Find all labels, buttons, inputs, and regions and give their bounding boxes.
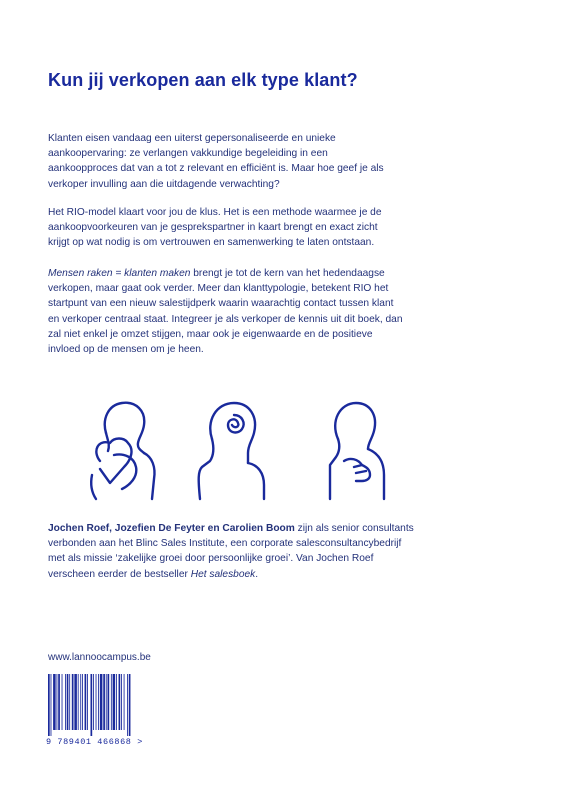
barcode-bar: [96, 674, 97, 730]
barcode-bar: [72, 674, 74, 730]
text-line: verbonden aan het Blinc Sales Institute, een corporate salesconsultancybedrijf: [48, 538, 402, 550]
barcode-bar: [129, 674, 131, 736]
text-line: [48, 567, 518, 582]
book-title-italic: Het salesboek: [190, 568, 256, 580]
barcode-bar: [65, 674, 66, 730]
spiral-mind-icon: [192, 395, 272, 501]
text-line: aankoopproces dat van a tot z relevant en efficiënt is. Maar hoe geef je als: [48, 163, 384, 175]
barcode-bar: [62, 674, 63, 730]
isbn-number: 9 789401 466868 >: [46, 737, 143, 747]
text-line: aankoopvoorkeuren van je gesprekspartner in kaart brengt en exact zicht: [48, 222, 378, 234]
barcode-bar: [48, 674, 50, 736]
barcode-bar: [121, 674, 122, 730]
authors-bio: [48, 521, 518, 582]
barcode-bar: [82, 674, 83, 730]
text-line: verkoper invulling aan die uitdagende verwachting?: [48, 178, 280, 190]
text-line: verkopen, maar gaat ook verder. Meer dan klanttypologie, betekent RIO het: [48, 283, 389, 295]
text-line: invloed op de mensen om je heen.: [48, 344, 204, 356]
text-line: aankoopervaring: ze verlangen vakkundige begeleiding in een: [48, 148, 328, 160]
book-paragraph: [48, 266, 518, 357]
barcode-bar: [67, 674, 69, 730]
text-line: en verkoper centraal staat. Integreer je als verkoper de kennis uit dit boek, dan: [48, 313, 403, 325]
barcode-bar: [103, 674, 105, 730]
barcode-bar: [85, 674, 87, 730]
barcode-bar: [91, 674, 93, 736]
hand-on-belly-icon: [322, 395, 392, 501]
barcode-bar: [80, 674, 81, 730]
page-title: Kun jij verkopen aan elk type klant?: [48, 70, 358, 90]
publisher-website[interactable]: www.lannoocampus.be: [48, 652, 151, 663]
text-fragment: verscheen eerder de bestseller: [48, 568, 191, 580]
barcode-bar: [116, 674, 117, 730]
barcode-bar: [87, 674, 88, 730]
text-line: [48, 266, 518, 281]
rio-model-paragraph: [48, 205, 518, 251]
barcode-bar: [119, 674, 121, 730]
text-fragment: zijn als senior consultants: [294, 523, 414, 534]
barcode-bar: [108, 674, 110, 730]
text-line: startpunt van een nieuw salestijdperk waarin waarachtig contact tussen klant: [48, 298, 394, 310]
barcode-bar: [124, 674, 125, 730]
text-fragment: .: [255, 568, 259, 580]
barcode-bar: [100, 674, 103, 730]
text-line: zal niet enkel je omzet stijgen, maar ook je eigenwaarde en de positieve: [48, 328, 373, 340]
barcode-bar: [57, 674, 58, 730]
text-line: Het RIO-model klaart voor jou de klus. Het is een methode waarmee je de: [48, 207, 382, 218]
icon-row: [0, 395, 561, 505]
barcode-bar: [58, 674, 60, 730]
isbn-barcode: [46, 674, 156, 736]
text-line: krijgt op wat nodig is om vertrouwen en samenwerking te laten ontstaan.: [48, 237, 375, 249]
barcode-bar: [111, 674, 112, 730]
text-line: Klanten eisen vandaag een uiterst gepersonaliseerde en unieke: [48, 133, 336, 144]
barcode-bar: [53, 674, 56, 730]
book-title-italic: Mensen raken = klanten maken: [48, 268, 191, 279]
text-line: [48, 521, 518, 536]
heart-hug-icon: [84, 395, 168, 501]
barcode-bar: [69, 674, 70, 730]
barcode-bar: [98, 674, 99, 730]
text-line: met als missie ‘zakelijke groei door persoonlijke groei’. Van Jochen Roef: [48, 553, 374, 565]
text-fragment: brengt je tot de kern van het hedendaagse: [190, 268, 385, 279]
barcode-bar: [93, 674, 94, 730]
barcode-bar: [74, 674, 77, 730]
author-names: Jochen Roef, Jozefien De Feyter en Carolien Boom: [48, 523, 295, 534]
barcode-bar: [106, 674, 107, 730]
intro-paragraph: [48, 131, 518, 192]
barcode-bar: [113, 674, 116, 730]
barcode-bar: [51, 674, 52, 736]
barcode-bar: [127, 674, 128, 736]
barcode-bar: [78, 674, 79, 730]
